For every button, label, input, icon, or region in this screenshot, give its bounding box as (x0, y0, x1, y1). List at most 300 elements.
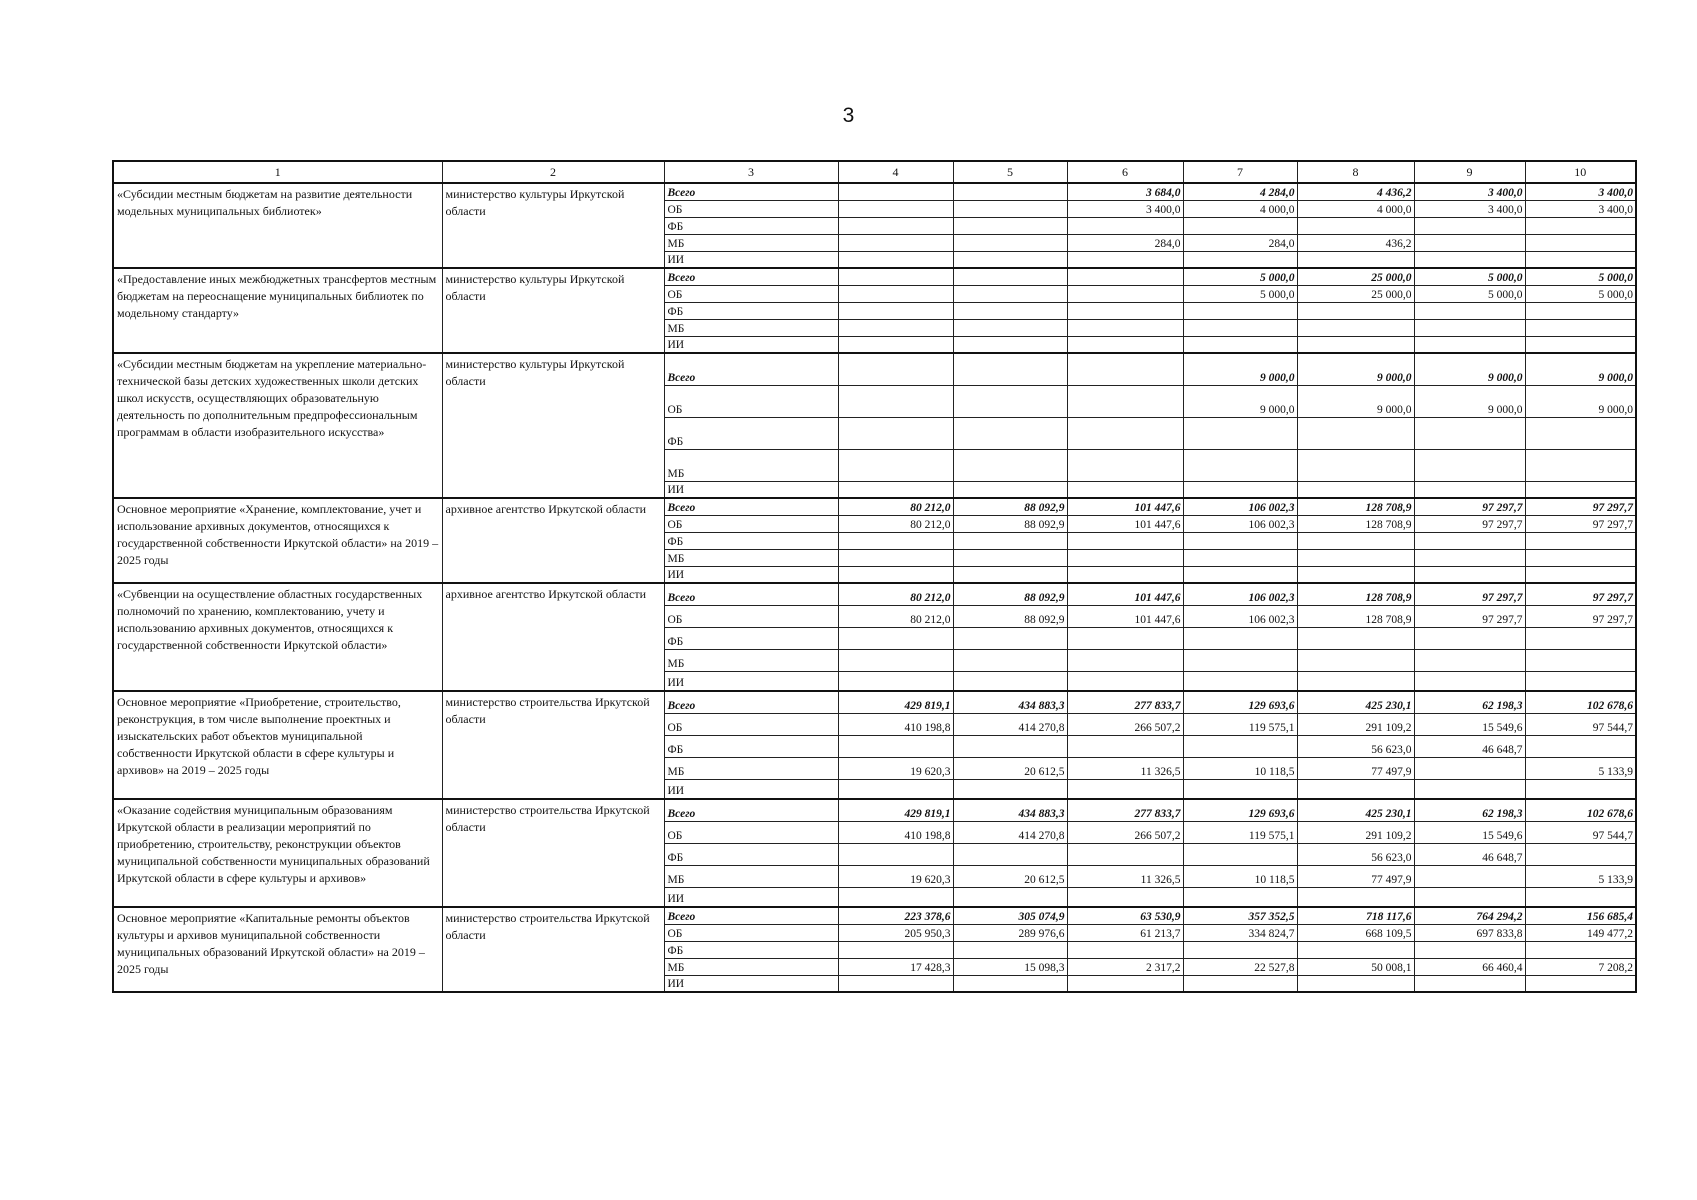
amount-cell: 50 008,1 (1297, 958, 1414, 975)
amount-cell (1067, 735, 1183, 757)
funding-source: ОБ (664, 605, 838, 627)
page-number: 3 (842, 104, 855, 127)
amount-cell (1067, 353, 1183, 385)
amount-cell: 2 317,2 (1067, 958, 1183, 975)
amount-cell (838, 302, 953, 319)
amount-cell (838, 353, 953, 385)
amount-cell (838, 200, 953, 217)
funding-source: ОБ (664, 200, 838, 217)
amount-cell (1414, 417, 1525, 449)
table-row (113, 583, 1636, 605)
amount-cell (1525, 566, 1636, 583)
amount-cell (1067, 302, 1183, 319)
amount-cell (1525, 549, 1636, 566)
amount-cell: 88 092,9 (953, 583, 1067, 605)
amount-cell (1067, 285, 1183, 302)
amount-cell: 11 326,5 (1067, 865, 1183, 887)
amount-cell (1067, 481, 1183, 498)
amount-cell: 106 002,3 (1183, 515, 1297, 532)
amount-cell (953, 417, 1067, 449)
amount-cell (838, 449, 953, 481)
table-row (113, 691, 1636, 713)
amount-cell (1414, 671, 1525, 691)
amount-cell (1525, 417, 1636, 449)
amount-cell (838, 566, 953, 583)
amount-cell: 88 092,9 (953, 515, 1067, 532)
amount-cell: 3 400,0 (1525, 183, 1636, 200)
amount-cell (1183, 532, 1297, 549)
amount-cell (1297, 941, 1414, 958)
amount-cell: 119 575,1 (1183, 821, 1297, 843)
funding-source: МБ (664, 757, 838, 779)
amount-cell: 17 428,3 (838, 958, 953, 975)
funding-source: Всего (664, 907, 838, 924)
amount-cell (838, 843, 953, 865)
amount-cell: 284,0 (1183, 234, 1297, 251)
amount-cell (1067, 385, 1183, 417)
amount-cell (1414, 336, 1525, 353)
amount-cell: 10 118,5 (1183, 865, 1297, 887)
amount-cell (1297, 251, 1414, 268)
amount-cell (1067, 549, 1183, 566)
header-cell: 5 (953, 161, 1067, 183)
table-row (113, 183, 1636, 200)
amount-cell (1297, 627, 1414, 649)
amount-cell (1183, 417, 1297, 449)
responsible-executor: министерство культуры Иркутской области (442, 353, 664, 498)
amount-cell: 9 000,0 (1183, 353, 1297, 385)
amount-cell (1183, 217, 1297, 234)
amount-cell: 410 198,8 (838, 821, 953, 843)
funding-source: ФБ (664, 843, 838, 865)
amount-cell (838, 285, 953, 302)
amount-cell: 5 000,0 (1414, 268, 1525, 285)
amount-cell (1297, 671, 1414, 691)
amount-cell: 80 212,0 (838, 515, 953, 532)
responsible-executor: архивное агентство Иркутской области (442, 583, 664, 691)
amount-cell: 25 000,0 (1297, 268, 1414, 285)
amount-cell (1414, 532, 1525, 549)
amount-cell (953, 481, 1067, 498)
amount-cell (953, 183, 1067, 200)
amount-cell (1067, 319, 1183, 336)
header-cell: 10 (1525, 161, 1636, 183)
amount-cell: 97 297,7 (1525, 583, 1636, 605)
amount-cell (1067, 843, 1183, 865)
amount-cell (1297, 336, 1414, 353)
amount-cell (953, 549, 1067, 566)
funding-source: ИИ (664, 779, 838, 799)
funding-source: МБ (664, 649, 838, 671)
amount-cell: 414 270,8 (953, 713, 1067, 735)
amount-cell: 3 400,0 (1067, 200, 1183, 217)
amount-cell (838, 481, 953, 498)
amount-cell (1414, 217, 1525, 234)
funding-source: ИИ (664, 566, 838, 583)
funding-source: ОБ (664, 924, 838, 941)
amount-cell (838, 319, 953, 336)
amount-cell: 291 109,2 (1297, 713, 1414, 735)
amount-cell (838, 627, 953, 649)
amount-cell: 19 620,3 (838, 865, 953, 887)
amount-cell (1525, 319, 1636, 336)
amount-cell: 97 297,7 (1414, 515, 1525, 532)
amount-cell (1525, 449, 1636, 481)
amount-cell: 101 447,6 (1067, 583, 1183, 605)
amount-cell: 429 819,1 (838, 799, 953, 821)
amount-cell: 205 950,3 (838, 924, 953, 941)
amount-cell: 764 294,2 (1414, 907, 1525, 924)
amount-cell (1297, 566, 1414, 583)
amount-cell: 101 447,6 (1067, 498, 1183, 515)
amount-cell (1414, 865, 1525, 887)
measure-description: «Субвенции на осуществление областных государственных полномочий по хранению, комплектованию, учету и использованию архивных документов, относящихся к государственной собственности Иркутской области» (113, 583, 442, 691)
amount-cell (838, 417, 953, 449)
amount-cell: 128 708,9 (1297, 583, 1414, 605)
amount-cell (838, 975, 953, 992)
amount-cell: 9 000,0 (1183, 385, 1297, 417)
amount-cell: 11 326,5 (1067, 757, 1183, 779)
amount-cell: 102 678,6 (1525, 799, 1636, 821)
amount-cell (953, 627, 1067, 649)
amount-cell: 119 575,1 (1183, 713, 1297, 735)
amount-cell: 668 109,5 (1297, 924, 1414, 941)
funding-source: МБ (664, 234, 838, 251)
amount-cell: 9 000,0 (1525, 353, 1636, 385)
amount-cell (953, 649, 1067, 671)
amount-cell: 5 000,0 (1414, 285, 1525, 302)
amount-cell (1183, 566, 1297, 583)
amount-cell (1183, 887, 1297, 907)
amount-cell: 4 284,0 (1183, 183, 1297, 200)
amount-cell: 277 833,7 (1067, 799, 1183, 821)
amount-cell: 434 883,3 (953, 799, 1067, 821)
funding-source: ИИ (664, 887, 838, 907)
header-cell: 6 (1067, 161, 1183, 183)
amount-cell (1414, 234, 1525, 251)
amount-cell (1525, 627, 1636, 649)
amount-cell (953, 217, 1067, 234)
amount-cell (1297, 319, 1414, 336)
amount-cell: 20 612,5 (953, 757, 1067, 779)
amount-cell (838, 549, 953, 566)
amount-cell (1525, 302, 1636, 319)
funding-source: ФБ (664, 735, 838, 757)
amount-cell: 62 198,3 (1414, 691, 1525, 713)
amount-cell (953, 336, 1067, 353)
amount-cell: 56 623,0 (1297, 843, 1414, 865)
amount-cell (1414, 319, 1525, 336)
amount-cell: 20 612,5 (953, 865, 1067, 887)
header-cell: 3 (664, 161, 838, 183)
funding-source: Всего (664, 268, 838, 285)
amount-cell (1414, 627, 1525, 649)
amount-cell (953, 302, 1067, 319)
amount-cell: 266 507,2 (1067, 821, 1183, 843)
funding-source: Всего (664, 183, 838, 200)
amount-cell: 102 678,6 (1525, 691, 1636, 713)
amount-cell (1067, 627, 1183, 649)
amount-cell (1297, 975, 1414, 992)
amount-cell (1297, 417, 1414, 449)
amount-cell: 4 000,0 (1183, 200, 1297, 217)
amount-cell (1183, 941, 1297, 958)
header-row (113, 161, 1636, 183)
amount-cell: 129 693,6 (1183, 799, 1297, 821)
amount-cell: 277 833,7 (1067, 691, 1183, 713)
funding-source: ИИ (664, 251, 838, 268)
amount-cell (1183, 481, 1297, 498)
amount-cell (1183, 319, 1297, 336)
amount-cell: 80 212,0 (838, 498, 953, 515)
amount-cell (1414, 941, 1525, 958)
amount-cell: 5 000,0 (1183, 268, 1297, 285)
amount-cell: 97 297,7 (1525, 515, 1636, 532)
amount-cell: 22 527,8 (1183, 958, 1297, 975)
amount-cell (1067, 417, 1183, 449)
header-cell: 4 (838, 161, 953, 183)
amount-cell: 97 297,7 (1414, 605, 1525, 627)
funding-source: ФБ (664, 217, 838, 234)
funding-source: ОБ (664, 285, 838, 302)
funding-source: ИИ (664, 975, 838, 992)
table-row (113, 268, 1636, 285)
amount-cell: 88 092,9 (953, 605, 1067, 627)
amount-cell: 156 685,4 (1525, 907, 1636, 924)
amount-cell (838, 385, 953, 417)
amount-cell: 15 549,6 (1414, 821, 1525, 843)
amount-cell (953, 285, 1067, 302)
amount-cell (1414, 449, 1525, 481)
amount-cell: 128 708,9 (1297, 515, 1414, 532)
funding-source: Всего (664, 799, 838, 821)
amount-cell (838, 268, 953, 285)
amount-cell (953, 566, 1067, 583)
amount-cell: 410 198,8 (838, 713, 953, 735)
amount-cell (1297, 481, 1414, 498)
measure-description: Основное мероприятие «Приобретение, строительство, реконструкция, в том числе выполнение проектных и изыскательских работ объектов муниципальной собственности Иркутской области в сфере культуры и архивов» на 2019 – 2025 годы (113, 691, 442, 799)
amount-cell (1067, 251, 1183, 268)
measure-description: «Предоставление иных межбюджетных трансфертов местным бюджетам на переоснащение муниципальных библиотек по модельному стандарту» (113, 268, 442, 353)
amount-cell: 106 002,3 (1183, 498, 1297, 515)
amount-cell: 9 000,0 (1525, 385, 1636, 417)
funding-source: Всего (664, 583, 838, 605)
amount-cell (953, 887, 1067, 907)
amount-cell (1183, 735, 1297, 757)
header-cell: 2 (442, 161, 664, 183)
amount-cell: 128 708,9 (1297, 605, 1414, 627)
responsible-executor: министерство строительства Иркутской области (442, 799, 664, 907)
amount-cell (953, 532, 1067, 549)
amount-cell: 80 212,0 (838, 605, 953, 627)
measure-description: Основное мероприятие «Хранение, комплектование, учет и использование архивных документов, относящихся к государственной собственности Иркутской области» на 2019 – 2025 годы (113, 498, 442, 583)
funding-source: ИИ (664, 481, 838, 498)
amount-cell (1183, 549, 1297, 566)
amount-cell (838, 887, 953, 907)
amount-cell: 15 549,6 (1414, 713, 1525, 735)
amount-cell (838, 217, 953, 234)
amount-cell (1525, 217, 1636, 234)
amount-cell (1414, 649, 1525, 671)
amount-cell: 46 648,7 (1414, 843, 1525, 865)
funding-source: Всего (664, 353, 838, 385)
amount-cell (838, 183, 953, 200)
amount-cell: 149 477,2 (1525, 924, 1636, 941)
amount-cell: 5 133,9 (1525, 757, 1636, 779)
amount-cell (953, 353, 1067, 385)
amount-cell (953, 671, 1067, 691)
amount-cell: 19 620,3 (838, 757, 953, 779)
amount-cell (953, 941, 1067, 958)
amount-cell (1067, 449, 1183, 481)
amount-cell: 106 002,3 (1183, 583, 1297, 605)
amount-cell (838, 735, 953, 757)
amount-cell (1183, 449, 1297, 481)
table-row (113, 907, 1636, 924)
amount-cell (1067, 779, 1183, 799)
amount-cell (953, 843, 1067, 865)
amount-cell (953, 319, 1067, 336)
amount-cell: 97 544,7 (1525, 713, 1636, 735)
amount-cell (1183, 302, 1297, 319)
amount-cell (953, 449, 1067, 481)
amount-cell: 357 352,5 (1183, 907, 1297, 924)
amount-cell (1414, 757, 1525, 779)
amount-cell: 5 000,0 (1183, 285, 1297, 302)
table-row (113, 498, 1636, 515)
amount-cell (838, 251, 953, 268)
amount-cell (1297, 302, 1414, 319)
amount-cell (1067, 532, 1183, 549)
amount-cell (1414, 566, 1525, 583)
amount-cell: 3 400,0 (1414, 183, 1525, 200)
amount-cell (1525, 887, 1636, 907)
amount-cell (1297, 532, 1414, 549)
table-body (113, 161, 1636, 992)
amount-cell: 97 544,7 (1525, 821, 1636, 843)
amount-cell (1183, 779, 1297, 799)
amount-cell (1414, 779, 1525, 799)
amount-cell (1414, 481, 1525, 498)
funding-source: ФБ (664, 941, 838, 958)
amount-cell (838, 234, 953, 251)
amount-cell (953, 385, 1067, 417)
measure-description: Основное мероприятие «Капитальные ремонты объектов культуры и архивов муниципальной собственности муниципальных образований Иркутской области» на 2019 – 2025 годы (113, 907, 442, 992)
funding-source: МБ (664, 319, 838, 336)
amount-cell: 10 118,5 (1183, 757, 1297, 779)
amount-cell (1067, 941, 1183, 958)
funding-source: Всего (664, 691, 838, 713)
amount-cell (1183, 251, 1297, 268)
amount-cell (953, 735, 1067, 757)
amount-cell: 56 623,0 (1297, 735, 1414, 757)
measure-description: «Субсидии местным бюджетам на развитие деятельности модельных муниципальных библиотек» (113, 183, 442, 268)
amount-cell (1525, 735, 1636, 757)
amount-cell: 5 133,9 (1525, 865, 1636, 887)
amount-cell: 101 447,6 (1067, 605, 1183, 627)
amount-cell (1297, 887, 1414, 907)
amount-cell: 97 297,7 (1414, 583, 1525, 605)
amount-cell: 3 684,0 (1067, 183, 1183, 200)
amount-cell (1525, 843, 1636, 865)
funding-source: ОБ (664, 385, 838, 417)
amount-cell (1525, 941, 1636, 958)
amount-cell: 4 436,2 (1297, 183, 1414, 200)
amount-cell: 429 819,1 (838, 691, 953, 713)
amount-cell: 129 693,6 (1183, 691, 1297, 713)
amount-cell: 61 213,7 (1067, 924, 1183, 941)
amount-cell: 3 400,0 (1525, 200, 1636, 217)
amount-cell (953, 200, 1067, 217)
amount-cell (1525, 671, 1636, 691)
responsible-executor: министерство культуры Иркутской области (442, 268, 664, 353)
funding-source: ОБ (664, 821, 838, 843)
amount-cell (953, 975, 1067, 992)
amount-cell: 106 002,3 (1183, 605, 1297, 627)
amount-cell (838, 941, 953, 958)
amount-cell (1067, 268, 1183, 285)
amount-cell (953, 268, 1067, 285)
amount-cell: 15 098,3 (953, 958, 1067, 975)
amount-cell (1414, 975, 1525, 992)
amount-cell: 63 530,9 (1067, 907, 1183, 924)
amount-cell (838, 779, 953, 799)
amount-cell (1414, 887, 1525, 907)
funding-source: ФБ (664, 627, 838, 649)
amount-cell: 334 824,7 (1183, 924, 1297, 941)
amount-cell (838, 336, 953, 353)
header-cell: 7 (1183, 161, 1297, 183)
amount-cell (1525, 779, 1636, 799)
funding-source: МБ (664, 449, 838, 481)
amount-cell (1297, 449, 1414, 481)
amount-cell: 77 497,9 (1297, 757, 1414, 779)
responsible-executor: министерство строительства Иркутской области (442, 907, 664, 992)
amount-cell (953, 779, 1067, 799)
amount-cell (1414, 302, 1525, 319)
amount-cell: 5 000,0 (1525, 268, 1636, 285)
amount-cell: 77 497,9 (1297, 865, 1414, 887)
amount-cell (1183, 843, 1297, 865)
header-cell: 8 (1297, 161, 1414, 183)
amount-cell: 266 507,2 (1067, 713, 1183, 735)
amount-cell (1297, 779, 1414, 799)
amount-cell (1067, 671, 1183, 691)
funding-source: МБ (664, 549, 838, 566)
amount-cell: 4 000,0 (1297, 200, 1414, 217)
header-cell: 1 (113, 161, 442, 183)
responsible-executor: министерство строительства Иркутской области (442, 691, 664, 799)
amount-cell: 434 883,3 (953, 691, 1067, 713)
funding-source: ИИ (664, 336, 838, 353)
amount-cell (1183, 627, 1297, 649)
amount-cell (1525, 649, 1636, 671)
amount-cell: 9 000,0 (1414, 385, 1525, 417)
amount-cell (1067, 975, 1183, 992)
funding-source: ФБ (664, 302, 838, 319)
amount-cell (1525, 336, 1636, 353)
amount-cell (1183, 649, 1297, 671)
amount-cell (953, 251, 1067, 268)
header-cell: 9 (1414, 161, 1525, 183)
amount-cell (1297, 649, 1414, 671)
amount-cell: 284,0 (1067, 234, 1183, 251)
measure-description: «Субсидии местным бюджетам на укрепление материально-технической базы детских художественных школи детских школ искусств, осуществляющих образовательную деятельность по дополнительным предпрофессиональным программам в области изобразительного искусства» (113, 353, 442, 498)
amount-cell: 3 400,0 (1414, 200, 1525, 217)
responsible-executor: министерство культуры Иркутской области (442, 183, 664, 268)
amount-cell: 291 109,2 (1297, 821, 1414, 843)
amount-cell (1067, 336, 1183, 353)
